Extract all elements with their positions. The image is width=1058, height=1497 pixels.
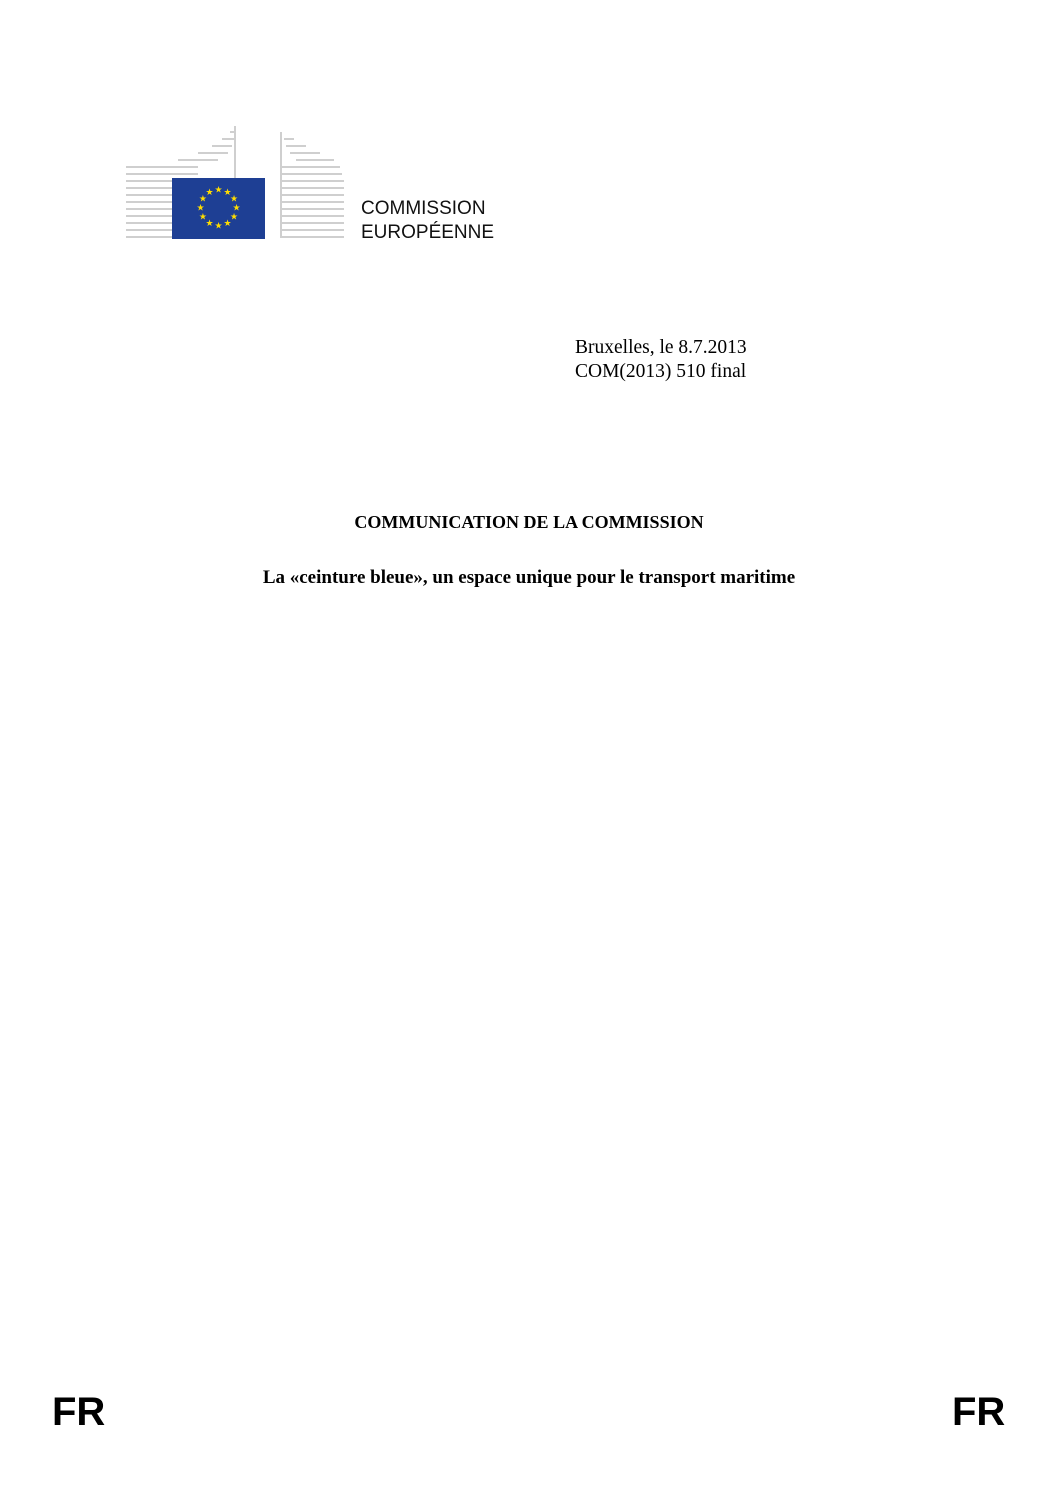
svg-text:★: ★ bbox=[205, 187, 214, 198]
document-title: La «ceinture bleue», un espace unique pour le transport maritime bbox=[262, 567, 796, 588]
svg-text:★: ★ bbox=[232, 203, 241, 214]
svg-text:★: ★ bbox=[198, 194, 207, 205]
organization-name bbox=[361, 197, 494, 245]
svg-text:★: ★ bbox=[230, 194, 239, 205]
organization-name-line2: EUROPÉENNE bbox=[361, 222, 495, 243]
date-reference-block bbox=[575, 336, 747, 384]
organization-name-line1: COMMISSION bbox=[361, 198, 486, 219]
svg-text:★: ★ bbox=[214, 185, 223, 196]
svg-text:★: ★ bbox=[230, 212, 239, 223]
svg-text:★: ★ bbox=[223, 187, 232, 198]
svg-text:★: ★ bbox=[205, 219, 214, 230]
svg-text:★: ★ bbox=[196, 203, 205, 214]
language-code-left: FR bbox=[52, 1390, 106, 1434]
european-commission-logo-icon bbox=[124, 126, 350, 244]
document-reference: COM(2013) 510 final bbox=[575, 361, 747, 382]
language-code-right: FR bbox=[952, 1390, 1006, 1434]
document-type: COMMUNICATION DE LA COMMISSION bbox=[354, 512, 704, 532]
svg-text:★: ★ bbox=[198, 212, 207, 223]
svg-text:★: ★ bbox=[214, 221, 223, 232]
svg-text:★: ★ bbox=[223, 219, 232, 230]
place-date: Bruxelles, le 8.7.2013 bbox=[575, 337, 747, 358]
